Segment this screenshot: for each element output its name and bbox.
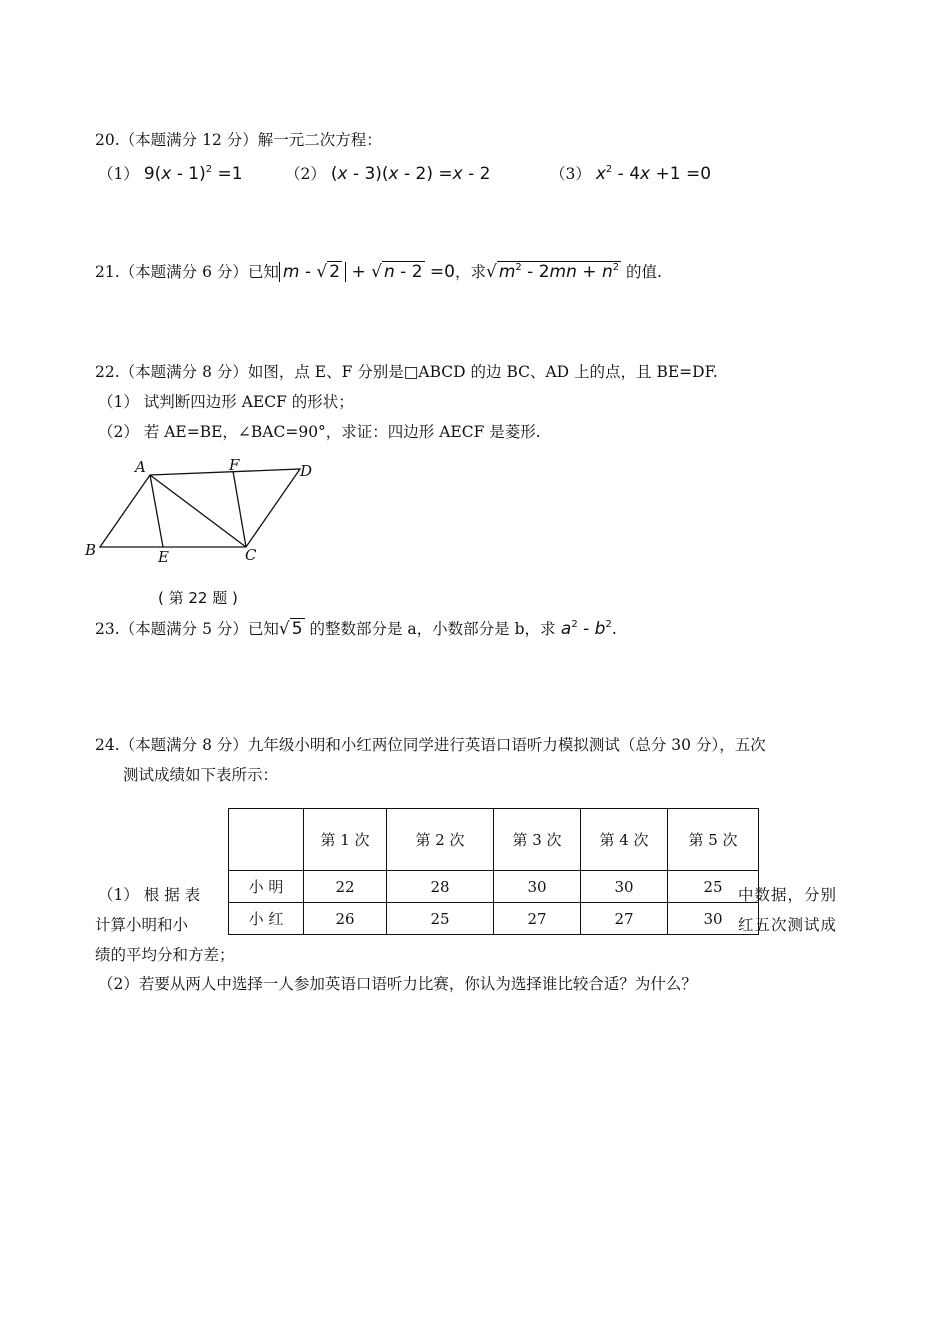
q23: 23.（本题满分 5 分）已知√ 5 的整数部分是 a，小数部分是 b，求 $a^2 - b^2$. xyxy=(95,619,617,639)
point-label-f: F xyxy=(229,456,240,474)
table-row xyxy=(229,871,759,903)
table-cell: 28 xyxy=(387,871,494,903)
table-header-cell: 第 3 次 xyxy=(494,809,581,871)
q20-part2-label: （2） xyxy=(285,165,326,183)
segment-ae xyxy=(150,475,163,547)
table-cell: 22 xyxy=(304,871,387,903)
table-cell: 27 xyxy=(494,903,581,935)
q21-expression: √ $m^2 - 2mn + n^2$ xyxy=(486,262,620,282)
q21-condition: m - √ 2 + √ n - 2 =0 xyxy=(279,262,455,282)
q20-part1-label: （1） xyxy=(98,165,139,183)
q24-line2: 测试成绩如下表所示： xyxy=(123,766,279,784)
q24-part1-left-a: （1） 根 据 表 xyxy=(98,886,201,904)
q20-eq1: 9(x - 1)$^2$ =1 xyxy=(143,164,243,184)
table-row-name: 小 红 xyxy=(229,903,304,935)
q23-prefix: 23.（本题满分 5 分）已知 xyxy=(95,620,279,638)
q24-part1-right-a: 中数据，分别 xyxy=(738,886,838,904)
table-header-cell: 第 2 次 xyxy=(387,809,494,871)
point-label-a: A xyxy=(135,458,146,476)
point-label-c: C xyxy=(245,546,257,564)
q21-mid: ，求 xyxy=(454,263,486,281)
table-header-cell: 第 4 次 xyxy=(581,809,668,871)
q24-part1-line3: 绩的平均分和方差； xyxy=(95,946,235,964)
segment-fc xyxy=(233,471,246,547)
table-header-row xyxy=(229,809,759,871)
table-row-name: 小 明 xyxy=(229,871,304,903)
parallelogram-figure xyxy=(80,455,330,575)
q22-line3: （2） 若 AE=BE，∠BAC=90°，求证：四边形 AECF 是菱形. xyxy=(98,423,541,441)
table-cell: 30 xyxy=(494,871,581,903)
q23-suffix: 的整数部分是 a，小数部分是 b，求 xyxy=(309,620,556,638)
q22-line2: （1） 试判断四边形 AECF 的形状； xyxy=(98,393,354,411)
point-label-e: E xyxy=(158,548,169,566)
table-row xyxy=(229,903,759,935)
score-table xyxy=(228,808,759,935)
q24-part2: （2）若要从两人中选择一人参加英语口语听力比赛，你认为选择谁比较合适？为什么？ xyxy=(98,975,697,993)
table-cell: 27 xyxy=(581,903,668,935)
segment-ac xyxy=(150,475,246,547)
table-cell: 25 xyxy=(387,903,494,935)
table-cell: 26 xyxy=(304,903,387,935)
table-header-cell xyxy=(229,809,304,871)
q20-part3-label: （3） xyxy=(550,165,591,183)
q20-eq2: (x - 3)(x - 2) =x - 2 xyxy=(330,164,491,184)
table-cell: 30 xyxy=(581,871,668,903)
table-header-cell: 第 5 次 xyxy=(668,809,759,871)
q24-part1-right-b: 红五次测试成 xyxy=(738,916,838,934)
q20-part2 xyxy=(285,162,490,184)
q24-part1-left-b: 计算小明和小 xyxy=(95,916,189,934)
q20-part1 xyxy=(98,162,243,184)
q21-suffix: 的值. xyxy=(626,263,662,281)
q20-part3 xyxy=(550,162,711,184)
q20-title: 20.（本题满分 12 分）解一元二次方程： xyxy=(95,131,382,149)
q23-sqrt5: √ 5 xyxy=(278,619,303,639)
parallelogram-abcd xyxy=(100,469,300,547)
point-label-d: D xyxy=(300,462,313,480)
q20-eq3: $x^2 - 4x +1 =0$ xyxy=(595,164,712,184)
q22-line1: 22.（本题满分 8 分）如图，点 E、F 分别是□ABCD 的边 BC、AD 上的点，且 BE=DF. xyxy=(95,363,718,381)
point-label-b: B xyxy=(85,541,97,559)
table-cell: 25 xyxy=(668,871,759,903)
q24-line1: 24.（本题满分 8 分）九年级小明和小红两位同学进行英语口语听力模拟测试（总分 30 分），五次 xyxy=(95,736,766,754)
table-cell: 30 xyxy=(668,903,759,935)
q21 xyxy=(95,260,662,282)
figure-caption: ( 第 22 题 ) xyxy=(158,589,238,607)
q23-expression: $a^2 - b^2$ xyxy=(560,619,612,639)
q21-prefix: 21.（本题满分 6 分）已知 xyxy=(95,263,279,281)
table-header-cell: 第 1 次 xyxy=(304,809,387,871)
